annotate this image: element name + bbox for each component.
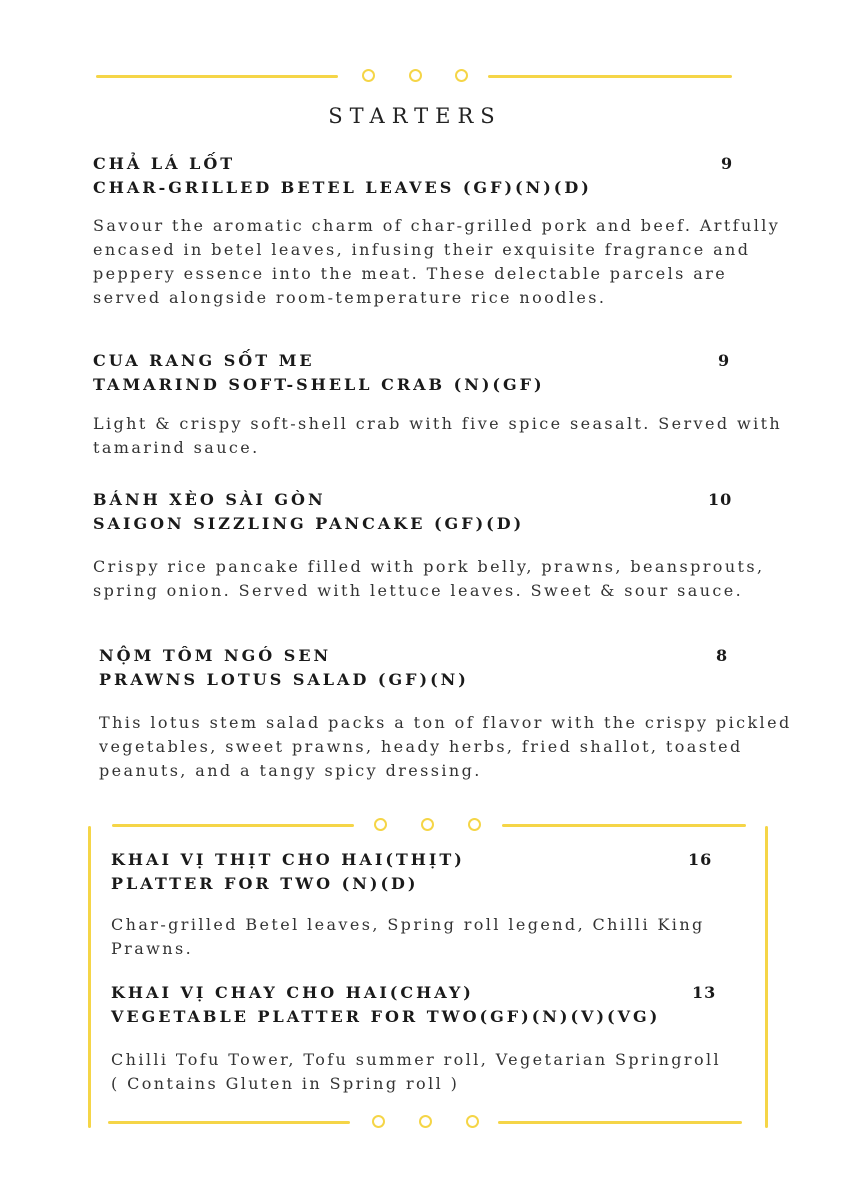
bottom-divider — [108, 1112, 742, 1132]
dish-description: Light & crispy soft-shell crab with five spice seasalt. Served with tamarind sauce. — [93, 414, 783, 457]
platter-name-vi: KHAI VỊ CHAY CHO HAI(CHAY) — [111, 983, 474, 1002]
platter-price: 13 — [692, 983, 717, 1002]
dish-name-en: TAMARIND SOFT-SHELL CRAB (N)(GF) — [93, 375, 545, 394]
dish-price: 9 — [721, 154, 734, 173]
dish-name-en: SAIGON SIZZLING PANCAKE (GF)(D) — [93, 514, 525, 533]
platter-name-en: PLATTER FOR TWO (N)(D) — [111, 874, 419, 893]
platter-box-right-border — [765, 826, 768, 1128]
dish-name-vi: NỘM TÔM NGÓ SEN — [99, 646, 332, 665]
dish-name-vi: CUA RANG SỐT ME — [93, 351, 315, 370]
platter-description: Char-grilled Betel leaves, Spring roll legend, Chilli King Prawns. — [111, 915, 705, 958]
dish-description: Crispy rice pancake filled with pork belly, prawns, beansprouts, spring onion. Served with lettuce leaves. Sweet & sour sauce. — [93, 557, 765, 600]
platter-description: Chilli Tofu Tower, Tofu summer roll, Vegetarian Springroll ( Contains Gluten in Spring roll ) — [111, 1050, 722, 1093]
platter-name-en: VEGETABLE PLATTER FOR TWO(GF)(N)(V)(VG) — [111, 1007, 661, 1026]
platter-box-left-border — [88, 826, 91, 1128]
dish-price: 8 — [716, 646, 729, 665]
dish-price: 9 — [718, 351, 731, 370]
dish-name-vi: CHẢ LÁ LỐT — [93, 154, 236, 173]
dish-price: 10 — [708, 490, 733, 509]
platter-top-divider — [112, 815, 746, 835]
section-title: STARTERS — [328, 104, 502, 128]
platter-price: 16 — [688, 850, 713, 869]
dish-name-en: CHAR-GRILLED BETEL LEAVES (GF)(N)(D) — [93, 178, 592, 197]
dish-description: This lotus stem salad packs a ton of flavor with the crispy pickled vegetables, sweet prawns, heady herbs, fried shallot, toasted peanuts, and a tangy spicy dressing. — [99, 713, 792, 780]
dish-name-vi: BÁNH XÈO SÀI GÒN — [93, 490, 326, 509]
dish-description: Savour the aromatic charm of char-grilled pork and beef. Artfully encased in betel leaves, infusing their exquisite fragrance and peppery essence into the meat. These delectable parcels are served alongside room-temperature rice noodles. — [93, 216, 781, 307]
platter-name-vi: KHAI VỊ THỊT CHO HAI(THỊT) — [111, 850, 465, 869]
dish-name-en: PRAWNS LOTUS SALAD (GF)(N) — [99, 670, 469, 689]
top-divider — [96, 66, 732, 86]
